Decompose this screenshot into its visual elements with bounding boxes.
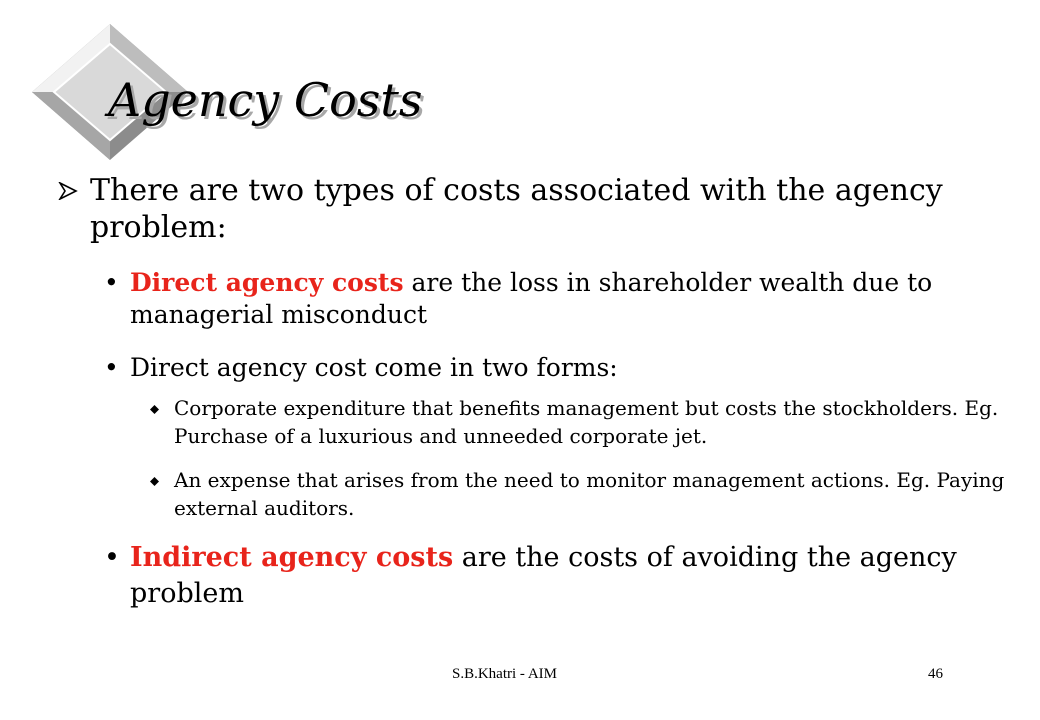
small-diamond-icon bbox=[150, 405, 159, 414]
sub-item-text: Corporate expenditure that benefits management but costs the stockholders. Eg. Purchase of a luxurious and unneeded corporate jet. bbox=[174, 396, 999, 448]
bullet-indirect-text bbox=[130, 540, 1004, 612]
footer-author: S.B.Khatri - AIM bbox=[452, 666, 557, 682]
slide-title: Agency Costs bbox=[108, 73, 423, 127]
bullet-direct bbox=[104, 267, 1004, 331]
direct-emphasis: Direct agency costs bbox=[130, 268, 404, 297]
indirect-rest: are the costs of avoiding the agency problem bbox=[130, 542, 957, 609]
bullet-forms bbox=[104, 352, 1004, 384]
sub-item bbox=[150, 466, 1010, 522]
bullet-intro-text: There are two types of costs associated with the agency problem: bbox=[90, 173, 943, 245]
bullet-forms-text: Direct agency cost come in two forms: bbox=[130, 353, 618, 382]
indirect-emphasis: Indirect agency costs bbox=[130, 542, 454, 573]
sub-item-text: An expense that arises from the need to monitor management actions. Eg. Paying external auditors. bbox=[174, 468, 1005, 520]
small-diamond-icon bbox=[150, 477, 159, 486]
dot-bullet: • bbox=[104, 268, 119, 297]
bullet-direct-text bbox=[130, 267, 1004, 331]
dot-bullet: • bbox=[104, 542, 120, 573]
direct-rest: are the loss in shareholder wealth due to managerial misconduct bbox=[130, 268, 933, 329]
arrowhead-icon bbox=[58, 182, 78, 200]
dot-bullet: • bbox=[104, 353, 119, 382]
bullet-indirect bbox=[104, 540, 1004, 612]
bullet-intro bbox=[58, 172, 1008, 246]
sub-item bbox=[150, 394, 1010, 450]
page-number: 46 bbox=[928, 666, 943, 682]
